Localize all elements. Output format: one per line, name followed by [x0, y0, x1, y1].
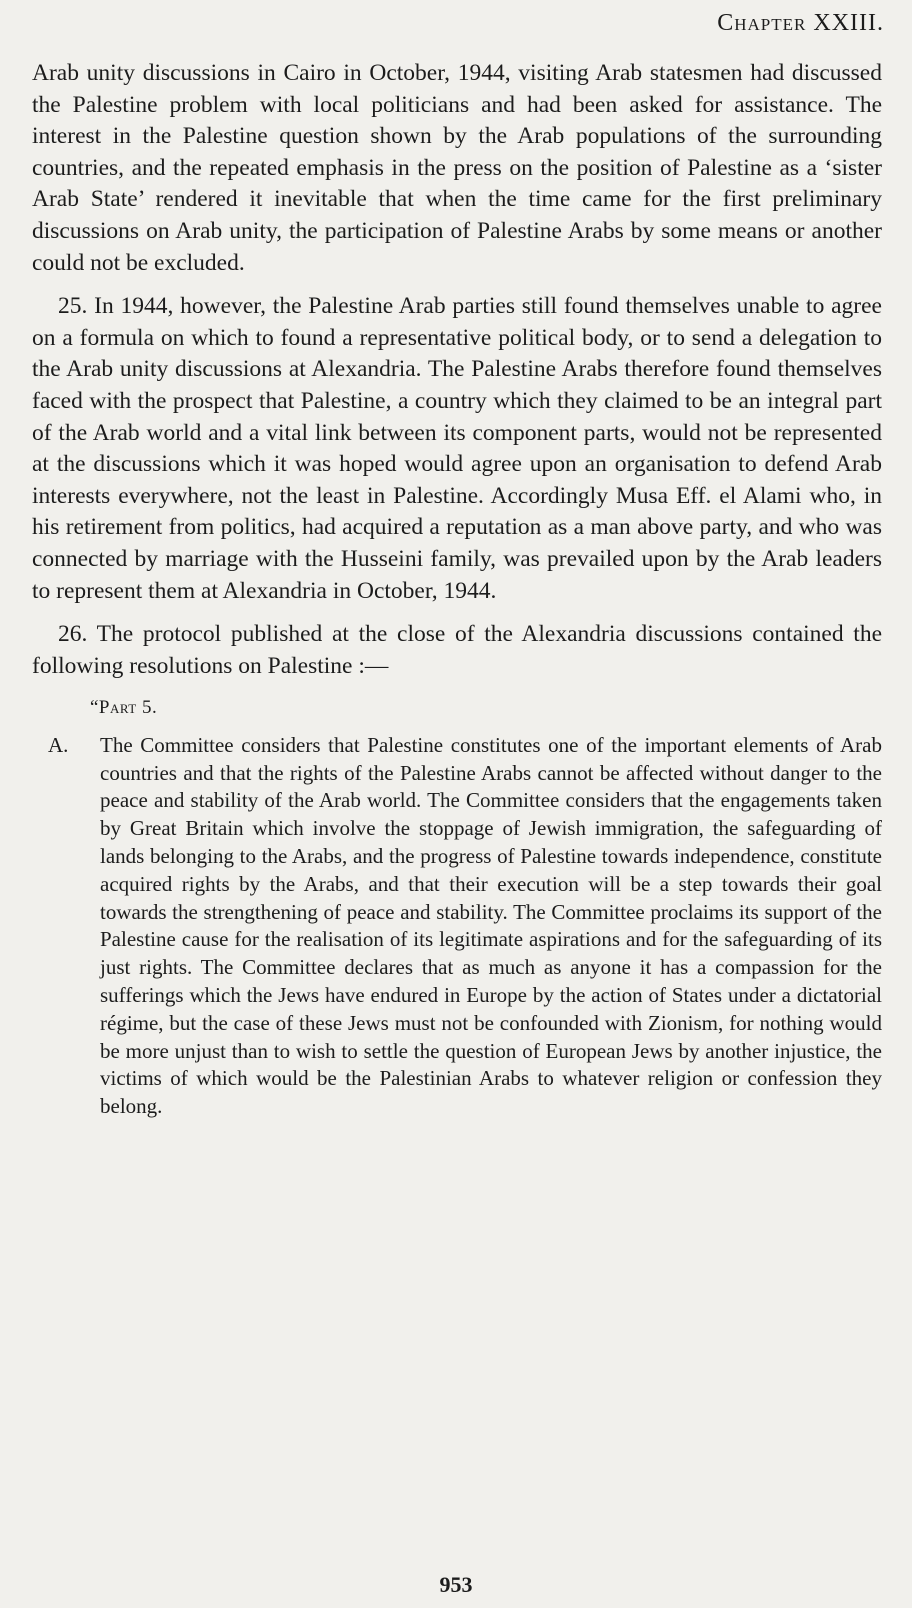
body-text — [32, 58, 882, 1121]
page-number: 953 — [439, 1572, 473, 1597]
resolution-label: A. — [48, 732, 69, 757]
resolution-text: The Committee considers that Palestine constitutes one of the important elements of Arab countries and that the rights of the Palestine Arabs cannot be affected without danger to the peace and stability of the Arab world. The Committee considers that the engagements taken by Great Britain which involve the stoppage of Jewish immigration, the safeguarding of lands belonging to the Arabs, and the progress of Palestine towards independence, constitute acquired rights by the Arabs, and that their execution will be a step towards their goal towards the strengthening of peace and stability. The Committee proclaims its support of the Palestine cause for the realisation of its legitimate aspirations and for the safeguarding of its just rights. The Committee declares that as much as anyone it has a compassion for the sufferings which the Jews have endured in Europe by the action of States under a dictatorial régime, but the case of these Jews must not be confounded with Zionism, for nothing would be more unjust than to wish to settle the question of European Jews by another injustice, the victims of which would be the Palestinian Arabs to whatever religion or confession they belong. — [100, 732, 882, 1119]
resolution-quote — [48, 732, 882, 1121]
paragraph-continuation: Arab unity discussions in Cairo in October, 1944, visiting Arab statesmen had discussed the Palestine problem with local politicians and had been asked for assistance. The interest in the Palestine question shown by the Arab populations of the surrounding countries, and the repeated emphasis in the press on the position of Palestine as a ‘sister Arab State’ rendered it inevitable that when the time came for the first preliminary discussions on Arab unity, the participation of Palestine Arabs by some means or another could not be excluded. — [32, 60, 882, 276]
paragraph-26: 26. The protocol published at the close of the Alexandria discussions contained the following resolutions on Palestine :— — [32, 621, 882, 679]
paragraph-25: 25. In 1944, however, the Palestine Arab parties still found themselves unable to agree on a formula on which to found a representative political body, or to send a delegation to the Arab unity discussions at Alexandria. The Palestine Arabs therefore found themselves faced with the prospect that Palestine, a country which they claimed to be an integral part of the Arab world and a vital link between its component parts, would not be represented at the discussions which it was hoped would agree upon an organisation to defend Arab interests everywhere, not the least in Palestine. Accordingly Musa Eff. el Alami who, in his retirement from politics, had acquired a reputation as a man above party, and who was connected by marriage with the Husseini family, was prevailed upon by the Arab leaders to represent them at Alexandria in October, 1944. — [32, 293, 882, 604]
quote-part-heading: “Part 5. — [90, 697, 158, 719]
chapter-heading: Chapter XXIII. — [717, 10, 884, 36]
